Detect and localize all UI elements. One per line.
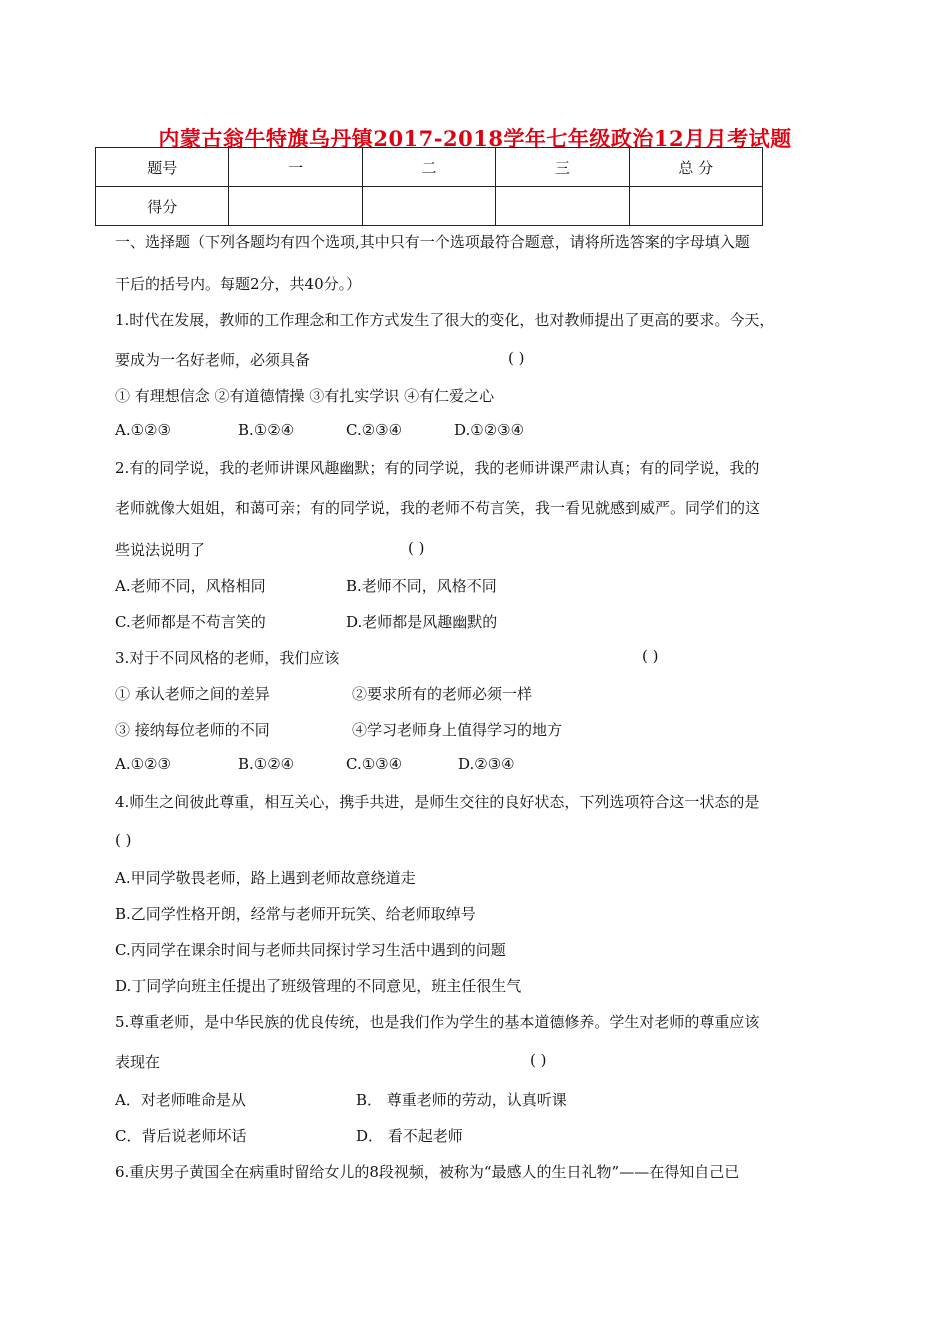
q1-option-c[interactable]: C.②③④ [346,421,403,439]
q2-option-d[interactable]: D.老师都是风趣幽默的 [346,613,498,631]
q1-option-b[interactable]: B.①②④ [238,421,295,439]
score-table-score-row [96,187,763,226]
q3-option-a[interactable]: A.①②③ [115,755,171,773]
section-instruction-line1: 一、选择题（下列各题均有四个选项,其中只有一个选项最符合题意，请将所选答案的字母填入题 [115,233,750,251]
q3-answer-paren[interactable]: ( ) [642,647,659,665]
q5-option-b[interactable]: B． 尊重老师的劳动，认真听课 [356,1091,567,1109]
q1-answer-paren[interactable]: ( ) [508,349,525,367]
q4-option-a[interactable]: A.甲同学敬畏老师，路上遇到老师故意绕道走 [115,869,416,887]
q3-item-2: ②要求所有的老师必须一样 [352,685,533,703]
q3-item-1: ① 承认老师之间的差异 [115,685,270,703]
score-row-label: 得分 [96,187,229,226]
q4-option-c[interactable]: C.丙同学在课余时间与老师共同探讨学习生活中遇到的问题 [115,941,506,959]
section-instruction-line2: 干后的括号内。每题2分，共40分。） [115,275,362,293]
q5-stem-line2: 表现在 [115,1053,161,1071]
q2-stem-line1: 2.有的同学说，我的老师讲课风趣幽默；有的同学说，我的老师讲课严肃认真；有的同学说，我的 [115,459,760,477]
score-cell-part2[interactable] [362,187,495,226]
q1-items: ① 有理想信念 ②有道德情操 ③有扎实学识 ④有仁爱之心 [115,387,495,405]
score-cell-part1[interactable] [229,187,362,226]
q3-stem-line1: 3.对于不同风格的老师，我们应该 [115,649,340,667]
q3-option-b[interactable]: B.①②④ [238,755,295,773]
q5-option-a[interactable]: A．对老师唯命是从 [115,1091,246,1109]
q6-stem-line1: 6.重庆男子黄国全在病重时留给女儿的8段视频，被称为“最感人的生日礼物”——在得知自己已 [115,1163,740,1181]
header-cell-number: 题号 [96,148,229,187]
header-cell-part1: 一 [229,148,362,187]
q5-option-c[interactable]: C．背后说老师坏话 [115,1127,247,1145]
q1-option-d[interactable]: D.①②③④ [454,421,525,439]
q2-stem-line2: 老师就像大姐姐，和蔼可亲；有的同学说，我的老师不苟言笑，我一看见就感到威严。同学们的这 [115,499,761,517]
q3-item-4: ④学习老师身上值得学习的地方 [352,721,563,739]
score-table-header-row [96,148,763,187]
q2-stem-line3: 些说法说明了 [115,541,206,559]
q5-option-d[interactable]: D． 看不起老师 [356,1127,463,1145]
score-cell-total[interactable] [629,187,762,226]
header-cell-part3: 三 [496,148,629,187]
header-cell-part2: 二 [362,148,495,187]
q1-stem-line1: 1.时代在发展，教师的工作理念和工作方式发生了很大的变化，也对教师提出了更高的要求。今天， [115,311,775,329]
score-cell-part3[interactable] [496,187,629,226]
q1-stem-line2: 要成为一名好老师，必须具备 [115,351,311,369]
q4-stem-line1: 4.师生之间彼此尊重，相互关心，携手共进，是师生交往的良好状态，下列选项符合这一状态的是 [115,793,760,811]
q5-answer-paren[interactable]: ( ) [530,1051,547,1069]
q1-option-a[interactable]: A.①②③ [115,421,171,439]
q3-item-3: ③ 接纳每位老师的不同 [115,721,270,739]
q4-answer-paren[interactable]: ( ) [115,831,132,849]
exam-title: 内蒙古翁牛特旗乌丹镇2017-2018学年七年级政治12月月考试题 [158,126,792,151]
q4-option-b[interactable]: B.乙同学性格开朗，经常与老师开玩笑、给老师取绰号 [115,905,476,923]
q2-answer-paren[interactable]: ( ) [408,539,425,557]
q2-option-c[interactable]: C.老师都是不苟言笑的 [115,613,266,631]
q2-option-b[interactable]: B.老师不同，风格不同 [346,577,497,595]
q2-option-a[interactable]: A.老师不同，风格相同 [115,577,266,595]
q3-option-d[interactable]: D.②③④ [458,755,515,773]
q4-option-d[interactable]: D.丁同学向班主任提出了班级管理的不同意见，班主任很生气 [115,977,522,995]
q5-stem-line1: 5.尊重老师，是中华民族的优良传统，也是我们作为学生的基本道德修养。学生对老师的尊重应该 [115,1013,760,1031]
header-cell-total: 总 分 [629,148,762,187]
q3-option-c[interactable]: C.①③④ [346,755,403,773]
score-table [95,147,763,226]
